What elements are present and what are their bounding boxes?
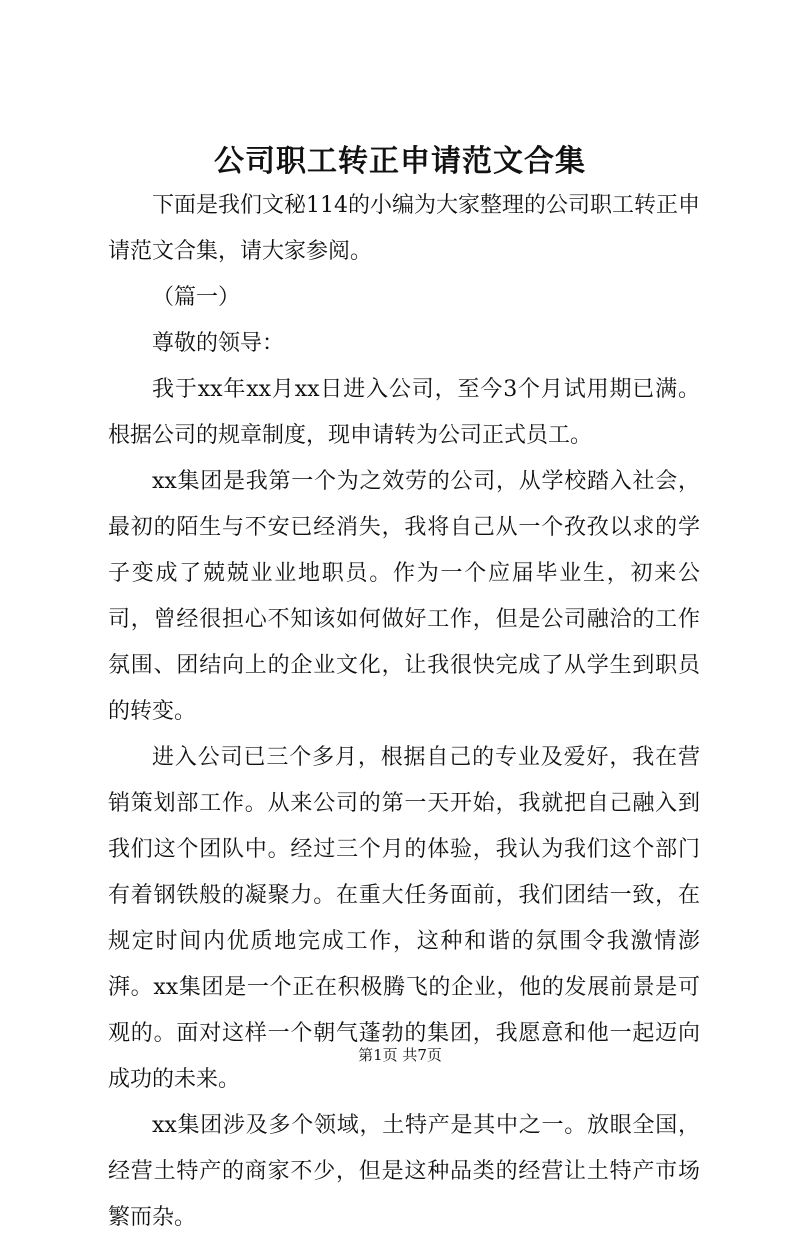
paragraph-body-4: xx集团涉及多个领域，土特产是其中之一。放眼全国，经营土特产的商家不少，但是这种品类的经营让土特产市场繁而杂。	[108, 1113, 700, 1230]
paragraph-salutation: 尊敬的领导：	[152, 331, 285, 356]
paragraph-body-2: xx集团是我第一个为之效劳的公司，从学校踏入社会，最初的陌生与不安已经消失，我将自己从一个孜孜以求的学子变成了兢兢业业地职员。作为一个应届毕业生，初来公司，曾经很担心不知该如何做好工作，但是公司融洽的工作氛围、团结向上的企业文化，让我很快完成了从学生到职员的转变。	[108, 469, 700, 724]
document-body	[108, 183, 700, 1241]
paragraph-intro: 下面是我们文秘114的小编为大家整理的公司职工转正申请范文合集，请大家参阅。	[108, 193, 700, 264]
page-footer: 第1页 共7页	[358, 1046, 442, 1064]
paragraph-section-label: （篇一）	[152, 285, 241, 310]
paragraph-body-1: 我于xx年xx月xx日进入公司，至今3个月试用期已满。根据公司的规章制度，现申请转为公司正式员工。	[108, 377, 700, 448]
document-title: 公司职工转正申请范文合集	[214, 144, 586, 179]
paragraph-body-3: 进入公司已三个多月，根据自己的专业及爱好，我在营销策划部工作。从来公司的第一天开始，我就把自己融入到我们这个团队中。经过三个月的体验，我认为我们这个部门有着钢铁般的凝聚力。在重大任务面前，我们团结一致，在规定时间内优质地完成工作，这种和谐的氛围令我激情澎湃。xx集团是一个正在积极腾飞的企业，他的发展前景是可观的。面对这样一个朝气蓬勃的集团，我愿意和他一起迈向成功的未来。	[108, 745, 700, 1092]
